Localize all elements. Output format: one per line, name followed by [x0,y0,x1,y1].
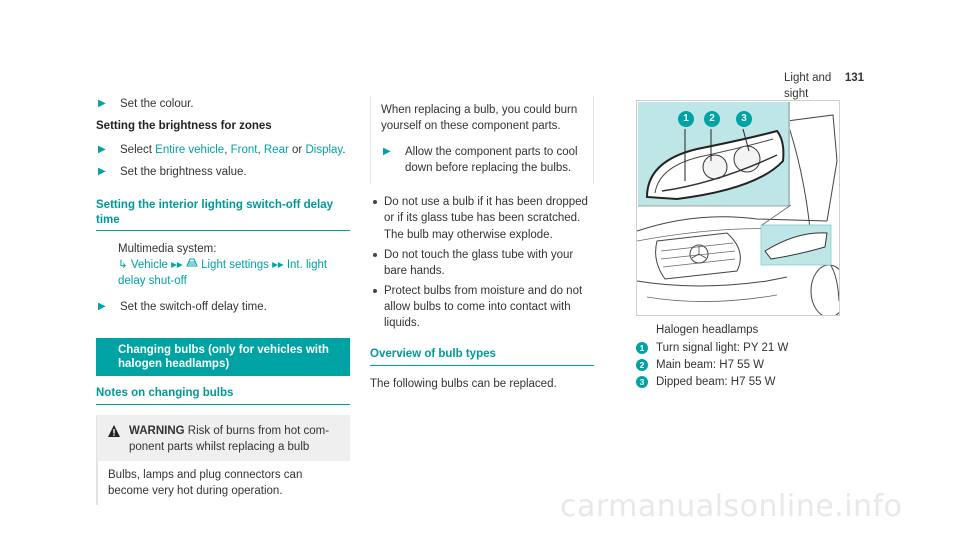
car-illustration [637,101,839,315]
or-word: or [292,144,303,157]
warning-description: Risk of burns from hot component parts whilst replacing a bulb [129,424,330,453]
step-text: Set the switch-off delay time. [120,301,267,314]
warning-box [96,415,350,505]
step-text: Set the colour. [120,98,194,110]
step-text [120,142,346,158]
light-settings-icon [186,259,198,271]
callout-3: 3 [736,111,752,127]
path-light-settings: Light settings [201,259,269,272]
list-item: Do not use a bulb if it has been dropped or if its glass tube has been scratched. The bulb may otherwise explode. [370,194,594,242]
legend-item [636,374,836,390]
overview-text: The following bulbs can be replaced. [370,377,557,390]
menu-path [96,241,350,289]
step-switchoff [96,299,350,315]
figure-legend [636,322,836,390]
legend-number: 2 [636,359,648,371]
bullet-list [370,194,594,331]
separator: , [257,144,261,157]
warning-header [97,415,350,461]
double-chevron-icon: ▸▸ [272,259,284,272]
warning-body: Bulbs, lamps and plug connectors can become very hot during operation. [97,461,350,505]
multimedia-label: Multimedia system: [118,243,217,256]
enter-arrow-icon: ↳ [118,259,128,272]
watermark: carmanualsonline.info [560,489,903,524]
legend-text: Dipped beam: H7 55 W [656,376,776,389]
section-title: Light and sight [784,72,832,101]
option-front: Front [230,144,258,157]
arrow-right-icon: ▶ [98,166,106,178]
option-rear: Rear [263,144,289,157]
warning-triangle-icon [107,424,121,438]
legend-text: Turn signal light: PY 21 W [656,342,789,355]
callout-2: 2 [704,111,720,127]
step-text: Set the brightness value. [120,166,247,179]
legend-item [636,340,836,356]
option-display: Display [305,144,343,157]
legend-number: 3 [636,376,648,388]
arrow-right-icon: ▶ [383,146,391,158]
select-word: Select [120,144,152,157]
brightness-heading: Setting the brightness for zones [96,120,272,133]
step-allow-cool [381,144,583,176]
column-left [96,96,350,505]
callout-1: 1 [678,111,694,127]
path-line [118,257,350,289]
warning-text [129,423,340,455]
notes-heading: Notes on changing bulbs [96,386,350,404]
page-header [784,70,864,102]
page-number: 131 [844,72,864,84]
overview-heading: Overview of bulb types [370,347,594,365]
path-int-light-delay: Int. light delay shut-off [118,259,328,288]
double-chevron-icon: ▸▸ [171,259,183,272]
step-text: Allow the component parts to cool down before replacing the bulbs. [405,146,578,175]
warning-continuation [370,96,594,184]
legend-item [636,357,836,373]
switchoff-heading: Setting the interior lighting switch-off delay time [96,198,350,231]
list-item: Protect bulbs from moisture and do not allow bulbs to come into contact with liquids. [370,283,594,331]
column-right [636,100,836,391]
step-brightness [96,164,350,180]
column-middle [370,96,594,392]
section-banner: Changing bulbs (only for vehicles with halogen headlamps) [96,338,350,377]
warning-label: WARNING [129,424,185,437]
legend-title: Halogen headlamps [656,324,759,336]
continuation-text: When replacing a bulb, you could burn yourself on these component parts. [381,104,578,133]
arrow-right-icon: ▶ [98,301,106,313]
step-select-zone [96,142,350,158]
option-entire-vehicle: Entire vehicle [155,144,225,157]
path-vehicle: Vehicle [130,259,168,272]
headlamp-figure [636,100,840,316]
step-set-colour [96,96,350,112]
legend-number: 1 [636,342,648,354]
arrow-right-icon: ▶ [98,98,106,109]
arrow-right-icon: ▶ [98,144,106,156]
list-item: Do not touch the glass tube with your bare hands. [370,247,594,279]
separator: , [224,144,228,157]
legend-text: Main beam: H7 55 W [656,359,765,372]
period: . [342,144,346,157]
